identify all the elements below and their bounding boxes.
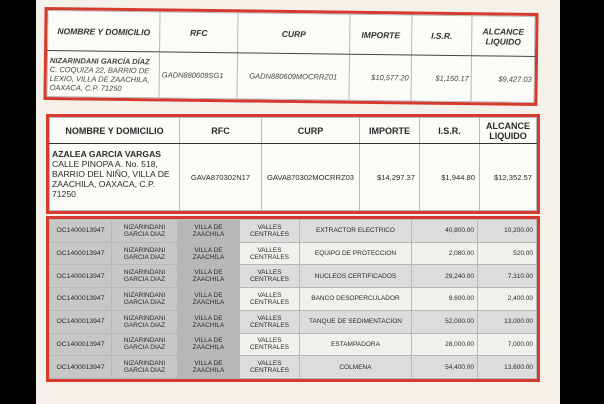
beneficiary-name: NIZARINDANI GARCÍA DÍAZ (49, 55, 150, 66)
table-row (50, 242, 537, 265)
table-row (50, 333, 537, 356)
concept-cell: BANCO DESOPERCULADOR (300, 288, 412, 311)
region-cell: VALLES CENTRALES (240, 356, 300, 379)
beneficiary-panel-2 (46, 114, 540, 214)
header-row (48, 11, 535, 57)
table-row (50, 288, 537, 311)
municipality-cell: VILLA DE ZAACHILA (178, 265, 240, 288)
support-cell: 7,310.00 (478, 265, 537, 288)
table-row (50, 310, 537, 333)
concept-cell: EQUIPO DE PROTECCION (300, 242, 412, 265)
name-cell (47, 51, 160, 98)
municipality-cell: VILLA DE ZAACHILA (178, 242, 240, 265)
beneficiary-table-1 (46, 10, 535, 103)
municipality-cell: VILLA DE ZAACHILA (178, 356, 240, 379)
municipality-cell: VILLA DE ZAACHILA (178, 310, 240, 333)
orders-panel (46, 216, 540, 382)
col-header-curp: CURP (238, 13, 350, 54)
beneficiary-cell: NIZARINDANI GARCIA DIAZ (112, 265, 178, 288)
concept-cell: TANQUE DE SEDIMENTACION (300, 310, 412, 333)
support-cell: 13,000.00 (478, 310, 537, 333)
col-header-importe: IMPORTE (360, 118, 420, 144)
support-cell: 7,000.00 (478, 333, 537, 356)
concept-cell: ESTAMPADORA (300, 333, 412, 356)
beneficiary-panel-1 (43, 7, 538, 106)
region-cell: VALLES CENTRALES (240, 220, 300, 243)
concept-cell: EXTRACTOR ELECTRICO (300, 220, 412, 243)
support-cell: 520.00 (478, 242, 537, 265)
col-header-name: NOMBRE Y DOMICILIO (50, 118, 180, 144)
amount-cell: 9,600.00 (412, 288, 478, 311)
region-cell: VALLES CENTRALES (240, 242, 300, 265)
support-cell: 2,400.00 (478, 288, 537, 311)
col-header-importe: IMPORTE (350, 14, 412, 55)
order-id-cell: OC1400013947 (50, 265, 112, 288)
curp-cell: GADN880609MOCRRZ01 (237, 53, 350, 100)
municipality-cell: VILLA DE ZAACHILA (178, 333, 240, 356)
orders-table (49, 219, 537, 379)
name-cell (50, 144, 180, 211)
table-row (50, 356, 537, 379)
order-id-cell: OC1400013947 (50, 220, 112, 243)
col-header-isr: I.S.R. (420, 118, 480, 144)
rfc-cell: GAVA870302N17 (180, 144, 262, 211)
beneficiary-address: C. COQUIZA 22, BARRIO DE LEXIO, VILLA DE ZAACHILA, OAXACA, C.P. 71250 (49, 64, 150, 93)
header-row (50, 118, 537, 144)
amount-cell: 52,000.00 (412, 310, 478, 333)
amount-cell: 54,400.00 (412, 356, 478, 379)
isr-cell: $1,150.17 (411, 55, 472, 102)
amount-cell: 40,800.00 (412, 220, 478, 243)
beneficiary-cell: NIZARINDANI GARCIA DIAZ (112, 310, 178, 333)
col-header-curp: CURP (262, 118, 360, 144)
importe-cell: $10,577.20 (349, 54, 412, 101)
col-header-alcance: ALCANCE LIQUIDO (480, 118, 537, 144)
importe-cell: $14,297.37 (360, 144, 420, 211)
municipality-cell: VILLA DE ZAACHILA (178, 288, 240, 311)
region-cell: VALLES CENTRALES (240, 265, 300, 288)
beneficiary-cell: NIZARINDANI GARCIA DIAZ (112, 242, 178, 265)
support-cell: 13,600.00 (478, 356, 537, 379)
col-header-rfc: RFC (180, 118, 262, 144)
alcance-cell: $12,352.57 (480, 144, 537, 211)
amount-cell: 2,080.00 (412, 242, 478, 265)
amount-cell: 29,240.00 (412, 265, 478, 288)
order-id-cell: OC1400013947 (50, 242, 112, 265)
region-cell: VALLES CENTRALES (240, 310, 300, 333)
order-id-cell: OC1400013947 (50, 333, 112, 356)
beneficiary-cell: NIZARINDANI GARCIA DIAZ (112, 220, 178, 243)
order-id-cell: OC1400013947 (50, 356, 112, 379)
table-row (50, 265, 537, 288)
order-id-cell: OC1400013947 (50, 288, 112, 311)
region-cell: VALLES CENTRALES (240, 333, 300, 356)
col-header-isr: I.S.R. (412, 15, 472, 56)
beneficiary-address: CALLE PINOPA A. No. 518, BARRIO DEL NIÑO, VILLA DE ZAACHILA, OAXACA, C.P. 71250 (52, 159, 170, 199)
col-header-alcance: ALCANCE LIQUIDO (472, 16, 535, 57)
amount-cell: 28,000.00 (412, 333, 478, 356)
table-row (50, 220, 537, 243)
municipality-cell: VILLA DE ZAACHILA (178, 220, 240, 243)
beneficiary-cell: NIZARINDANI GARCIA DIAZ (112, 288, 178, 311)
alcance-cell: $9,427.03 (471, 56, 535, 103)
curp-cell: GAVA870302MOCRRZ03 (262, 144, 360, 211)
col-header-rfc: RFC (160, 12, 238, 53)
isr-cell: $1,944.80 (420, 144, 480, 211)
beneficiary-name: AZALEA GARCIA VARGAS (52, 149, 162, 159)
concept-cell: NUCLEOS CERTIFICADOS (300, 265, 412, 288)
table-row (50, 144, 537, 211)
region-cell: VALLES CENTRALES (240, 288, 300, 311)
order-id-cell: OC1400013947 (50, 310, 112, 333)
col-header-name: NOMBRE Y DOMICILIO (48, 11, 160, 52)
beneficiary-cell: NIZARINDANI GARCIA DIAZ (112, 333, 178, 356)
beneficiary-cell: NIZARINDANI GARCIA DIAZ (112, 356, 178, 379)
rfc-cell: GADN880609SG1 (159, 52, 238, 99)
beneficiary-table-2 (49, 117, 537, 211)
table-row (47, 51, 535, 103)
concept-cell: COLMENA (300, 356, 412, 379)
support-cell: 10,200.00 (478, 220, 537, 243)
